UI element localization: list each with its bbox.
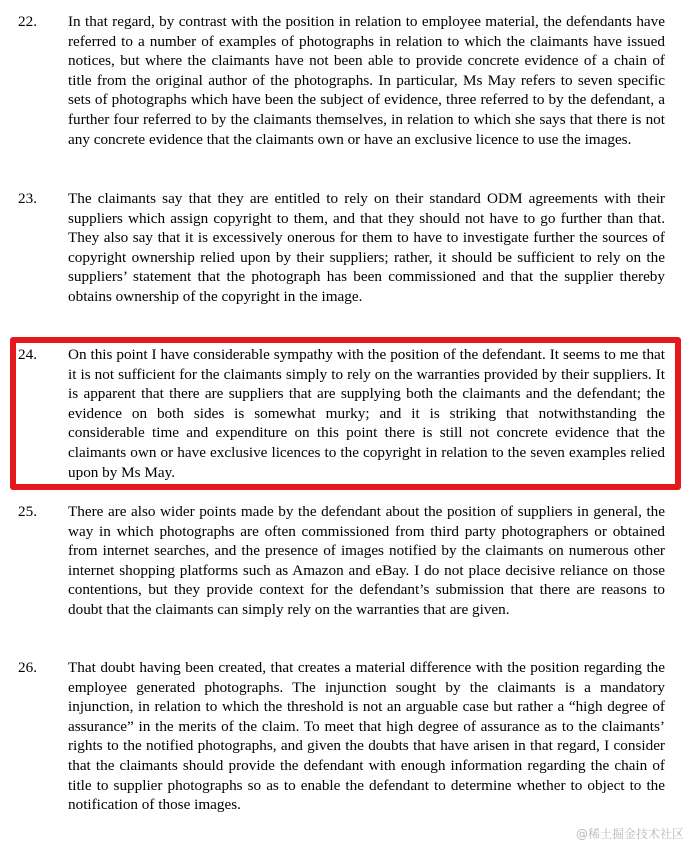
paragraph-number: 24. bbox=[18, 346, 37, 363]
watermark: @稀土掘金技术社区 bbox=[575, 827, 684, 841]
paragraph-number: 23. bbox=[18, 190, 37, 207]
highlight-box bbox=[10, 337, 681, 490]
paragraph-text: On this point I have considerable sympathy with the position of the defendant. It seems to me that it is not sufficient for the claimants simply to rely on the warranties provided by their suppliers. It is apparent that there are suppliers that are supplying both the claimants and the defendant; the evidence on both sides is somewhat murky; and it is striking that notwithstanding the considerable time and expenditure on this point there is still not concrete evidence that the claimants own or have exclusive licences to the copyright in relation to the seven examples relied upon by Ms May. bbox=[68, 346, 665, 481]
paragraph-number: 25. bbox=[18, 503, 37, 520]
paragraph-text: There are also wider points made by the defendant about the position of suppliers in general, the way in which photographs are often commissioned from third party photographers or obtained from internet searches, and the presence of images notified by the claimants on numerous other internet shopping platforms such as Amazon and eBay. I do not place decisive reliance on those contentions, but they provide context for the defendant’s submission that there are reasons to doubt that the claimants can simply rely on the warranties that are given. bbox=[68, 503, 665, 618]
paragraph-text: The claimants say that they are entitled to rely on their standard ODM agreements with their suppliers which assign copyright to them, and that they should not have to go further than that. They also say that it is excessively onerous for them to have to investigate further the sources of copyright ownership relied upon by their suppliers; rather, it should be sufficient to rely on the suppliers’ statement that the photograph has been commissioned and that the supplier thereby obtains ownership of the copyright in the image. bbox=[68, 190, 665, 305]
paragraph-number: 26. bbox=[18, 659, 37, 676]
paragraph-text: That doubt having been created, that creates a material difference with the position regarding the employee generated photographs. The injunction sought by the claimants is a mandatory injunction, in relation to which the threshold is not an arguable case but rather a “high degree of assurance” in the merits of the claim. To meet that high degree of assurance as to the claimants’ rights to the notified photographs, and given the doubts that have arisen in that regard, I consider that the claimants should provide the defendant with enough information regarding the chain of title to supplier photographs so as to enable the defendant to determine whether to object to the notification of those images. bbox=[68, 659, 665, 814]
paragraph-number: 22. bbox=[18, 13, 37, 30]
paragraph-text: In that regard, by contrast with the position in relation to employee material, the defendants have referred to a number of examples of photographs in relation to which the claimants have issued notices, but where the claimants have not been able to provide concrete evidence of a chain of title from the original author of the photographs. In particular, Ms May refers to seven specific sets of photographs which have been the subject of evidence, three referred to by the defendant, a further four referred to by the claimants themselves, in relation to which she says that there is not any concrete evidence that the claimants own or have an exclusive licence to use the images. bbox=[68, 13, 665, 148]
